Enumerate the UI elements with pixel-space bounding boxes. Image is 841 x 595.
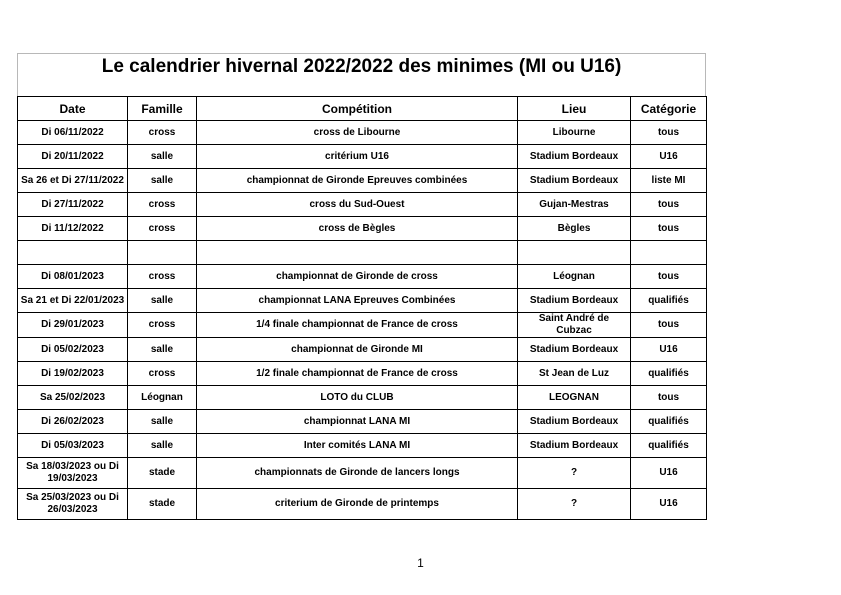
cell-date: Di 08/01/2023	[18, 265, 128, 289]
cell-competition: championnat LANA Epreuves Combinées	[197, 289, 518, 313]
cell-famille: salle	[128, 410, 197, 434]
cell-competition: criterium de Gironde de printemps	[197, 489, 518, 520]
cell-famille: cross	[128, 217, 197, 241]
table-row	[18, 313, 707, 338]
table-row	[18, 458, 707, 489]
header-competition: Compétition	[197, 97, 518, 121]
cell-lieu: Saint André de Cubzac	[518, 313, 631, 338]
cell-famille: salle	[128, 169, 197, 193]
cell-date: Di 11/12/2022	[18, 217, 128, 241]
cell-date: Sa 21 et Di 22/01/2023	[18, 289, 128, 313]
cell-categorie: U16	[631, 458, 707, 489]
header-date: Date	[18, 97, 128, 121]
table-row	[18, 338, 707, 362]
cell-categorie: tous	[631, 121, 707, 145]
cell-competition: LOTO du CLUB	[197, 386, 518, 410]
cell-lieu: Stadium Bordeaux	[518, 169, 631, 193]
cell-date: Di 05/03/2023	[18, 434, 128, 458]
cell-date: Di 29/01/2023	[18, 313, 128, 338]
table-row	[18, 489, 707, 520]
cell-lieu: Léognan	[518, 265, 631, 289]
table-row	[18, 217, 707, 241]
cell-date: Sa 18/03/2023 ou Di 19/03/2023	[18, 458, 128, 489]
cell-date: Sa 26 et Di 27/11/2022	[18, 169, 128, 193]
cell-competition: cross du Sud-Ouest	[197, 193, 518, 217]
cell-categorie: U16	[631, 338, 707, 362]
cell-categorie: qualifiés	[631, 434, 707, 458]
table-row	[18, 169, 707, 193]
cell-categorie: U16	[631, 145, 707, 169]
cell-famille: salle	[128, 434, 197, 458]
cell-famille: cross	[128, 362, 197, 386]
cell-lieu: Stadium Bordeaux	[518, 145, 631, 169]
cell-categorie: tous	[631, 386, 707, 410]
cell-lieu: Bègles	[518, 217, 631, 241]
table-row	[18, 434, 707, 458]
cell-competition	[197, 241, 518, 265]
cell-lieu: Stadium Bordeaux	[518, 289, 631, 313]
cell-famille	[128, 241, 197, 265]
cell-categorie: tous	[631, 265, 707, 289]
header-row	[18, 97, 707, 121]
cell-famille: salle	[128, 289, 197, 313]
cell-categorie: tous	[631, 193, 707, 217]
cell-date: Di 06/11/2022	[18, 121, 128, 145]
table-row	[18, 289, 707, 313]
cell-date: Di 05/02/2023	[18, 338, 128, 362]
cell-date: Sa 25/03/2023 ou Di 26/03/2023	[18, 489, 128, 520]
cell-lieu: St Jean de Luz	[518, 362, 631, 386]
cell-competition: championnat LANA MI	[197, 410, 518, 434]
cell-competition: cross de Bègles	[197, 217, 518, 241]
cell-date	[18, 241, 128, 265]
cell-date: Di 20/11/2022	[18, 145, 128, 169]
header-famille: Famille	[128, 97, 197, 121]
table-row	[18, 386, 707, 410]
cell-categorie: U16	[631, 489, 707, 520]
cell-famille: stade	[128, 489, 197, 520]
cell-competition: Inter comités LANA MI	[197, 434, 518, 458]
cell-competition: 1/2 finale championnat de France de cross	[197, 362, 518, 386]
cell-famille: cross	[128, 121, 197, 145]
cell-famille: Léognan	[128, 386, 197, 410]
calendar-sheet	[17, 53, 706, 520]
cell-lieu: Stadium Bordeaux	[518, 338, 631, 362]
cell-famille: salle	[128, 145, 197, 169]
table-row	[18, 362, 707, 386]
calendar-title: Le calendrier hivernal 2022/2022 des minimes (MI ou U16)	[17, 53, 706, 96]
cell-famille: stade	[128, 458, 197, 489]
cell-categorie: tous	[631, 217, 707, 241]
cell-categorie: qualifiés	[631, 362, 707, 386]
cell-lieu: ?	[518, 458, 631, 489]
cell-lieu: Gujan-Mestras	[518, 193, 631, 217]
cell-categorie: qualifiés	[631, 289, 707, 313]
page-number: 1	[417, 556, 424, 570]
cell-famille: salle	[128, 338, 197, 362]
cell-categorie: qualifiés	[631, 410, 707, 434]
calendar-table	[17, 96, 707, 520]
cell-competition: championnat de Gironde de cross	[197, 265, 518, 289]
cell-categorie: liste MI	[631, 169, 707, 193]
cell-categorie: tous	[631, 313, 707, 338]
table-row	[18, 410, 707, 434]
cell-competition: cross de Libourne	[197, 121, 518, 145]
table-row	[18, 265, 707, 289]
cell-date: Di 19/02/2023	[18, 362, 128, 386]
cell-lieu	[518, 241, 631, 265]
cell-famille: cross	[128, 265, 197, 289]
cell-categorie	[631, 241, 707, 265]
cell-competition: championnats de Gironde de lancers longs	[197, 458, 518, 489]
cell-competition: championnat de Gironde MI	[197, 338, 518, 362]
cell-famille: cross	[128, 313, 197, 338]
cell-date: Di 26/02/2023	[18, 410, 128, 434]
table-row-empty	[18, 241, 707, 265]
cell-lieu: ?	[518, 489, 631, 520]
header-lieu: Lieu	[518, 97, 631, 121]
cell-competition: 1/4 finale championnat de France de cross	[197, 313, 518, 338]
header-categorie: Catégorie	[631, 97, 707, 121]
cell-competition: critérium U16	[197, 145, 518, 169]
table-row	[18, 193, 707, 217]
cell-lieu: Stadium Bordeaux	[518, 434, 631, 458]
cell-competition: championnat de Gironde Epreuves combinées	[197, 169, 518, 193]
cell-lieu: LEOGNAN	[518, 386, 631, 410]
cell-lieu: Libourne	[518, 121, 631, 145]
cell-date: Sa 25/02/2023	[18, 386, 128, 410]
table-row	[18, 145, 707, 169]
cell-lieu: Stadium Bordeaux	[518, 410, 631, 434]
table-row	[18, 121, 707, 145]
cell-date: Di 27/11/2022	[18, 193, 128, 217]
cell-famille: cross	[128, 193, 197, 217]
